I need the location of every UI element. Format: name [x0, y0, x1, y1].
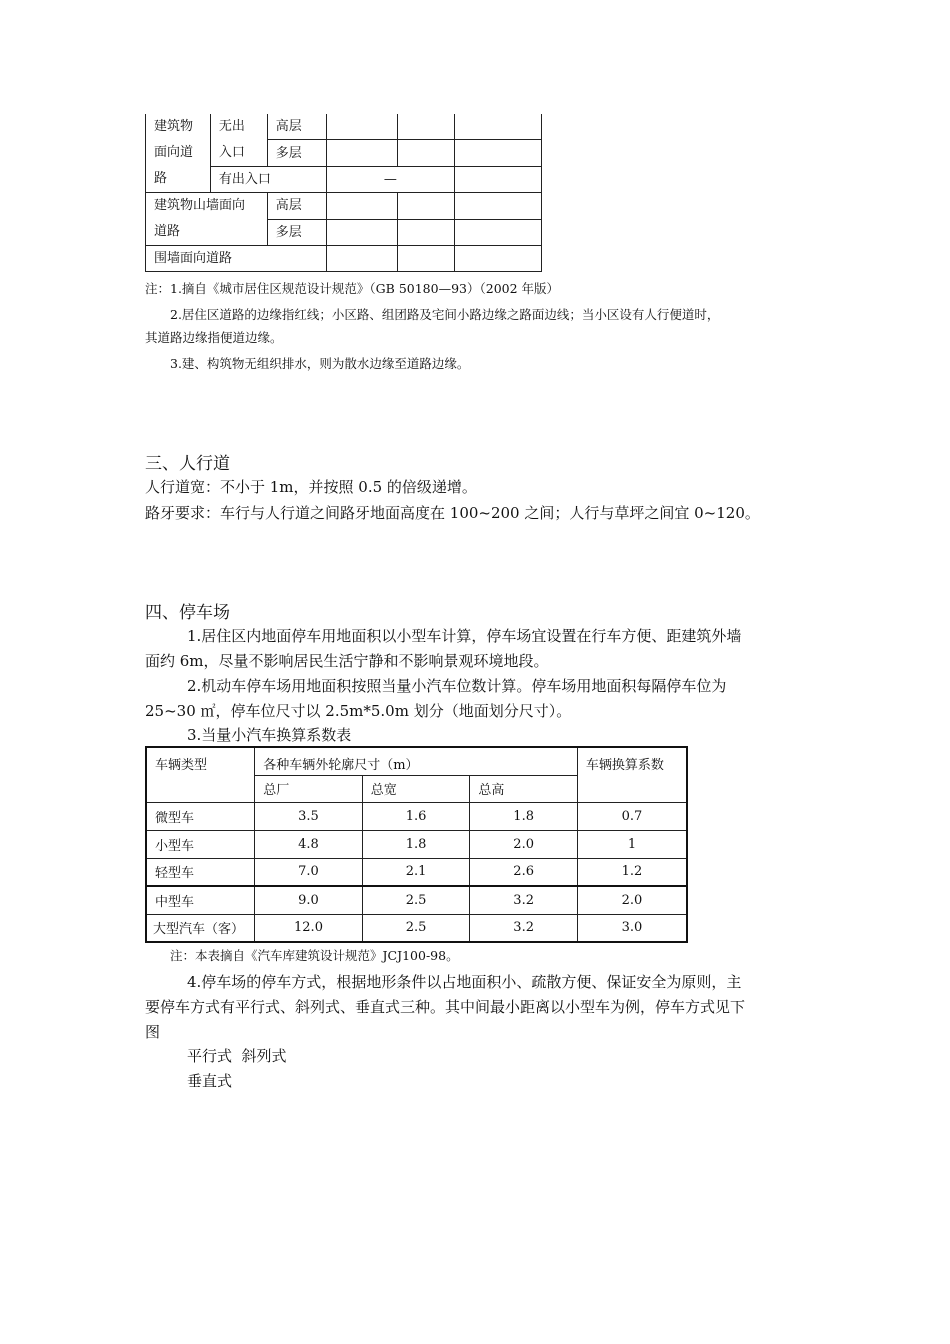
paragraph: 4.停车场的停车方式，根据地形条件以占地面积小、疏散方便、保证安全为原则，主	[187, 973, 742, 991]
cell-text: 无出	[218, 119, 245, 134]
cell-vehicle-type: 微型车	[146, 802, 255, 830]
cell-with-entry: 有出入口	[210, 167, 326, 193]
cell-wall-facing-road: 围墙面向道路	[146, 246, 327, 272]
cell-empty	[326, 246, 398, 272]
cell-empty	[455, 140, 542, 167]
cell-empty	[455, 246, 542, 272]
cell-empty	[398, 246, 455, 272]
cell-empty	[455, 167, 542, 193]
cell-coef: 1	[577, 830, 687, 858]
cell-text: 建筑物	[154, 119, 194, 134]
table-note: 其道路边缘指便道边缘。	[145, 330, 283, 345]
cell-coef: 1.2	[577, 858, 687, 886]
cell-height: 1.8	[470, 802, 578, 830]
cell-height: 3.2	[470, 886, 578, 914]
paragraph: 25~30 ㎡，停车位尺寸以 2.5m*5.0m 划分（地面划分尺寸）。	[145, 702, 572, 720]
cell-empty	[455, 114, 542, 140]
cell-length: 9.0	[255, 886, 363, 914]
header-vehicle-type: 车辆类型	[146, 747, 255, 802]
cell-empty	[326, 219, 398, 246]
paragraph: 要停车方式有平行式、斜列式、垂直式三种。其中间最小距离以小型车为例，停车方式见下	[145, 998, 746, 1016]
cell-vehicle-type: 小型车	[146, 830, 255, 858]
table-caption: 3.当量小汽车换算系数表	[187, 726, 352, 744]
header-height: 总高	[470, 775, 578, 802]
cell-width: 1.8	[362, 830, 470, 858]
cell-text: 道路	[154, 224, 181, 239]
header-dimensions: 各种车辆外轮廓尺寸（m）	[255, 747, 578, 775]
cell-width: 2.5	[362, 914, 470, 942]
cell-length: 4.8	[255, 830, 363, 858]
cell-width: 2.5	[362, 886, 470, 914]
cell-empty	[398, 114, 455, 140]
cell-multi: 多层	[267, 140, 326, 167]
table-note: 3.建、构筑物无组织排水，则为散水边缘至道路边缘。	[170, 356, 470, 371]
cell-empty	[326, 140, 398, 167]
cell-empty	[326, 193, 398, 220]
cell-vehicle-type: 轻型车	[146, 858, 255, 886]
cell-text: 面向道	[154, 145, 194, 160]
cell-empty	[455, 193, 542, 220]
parking-mode-label: 垂直式	[187, 1072, 233, 1090]
table-note: 注：1.摘自《城市居住区规范设计规范》（GB 50180—93）（2002 年版）	[145, 281, 560, 296]
table-note: 2.居住区道路的边缘指红线；小区路、组团路及宅间小路边缘之路面边线；当小区设有人行便道时，	[170, 307, 720, 322]
cell-empty	[455, 219, 542, 246]
cell-multi: 多层	[267, 219, 326, 246]
cell-length: 7.0	[255, 858, 363, 886]
cell-empty	[398, 140, 455, 167]
cell-text: 建筑物山墙面向	[154, 198, 246, 213]
cell-coef: 3.0	[577, 914, 687, 942]
cell-height: 2.0	[470, 830, 578, 858]
cell-height: 3.2	[470, 914, 578, 942]
cell-empty	[326, 114, 398, 140]
cell-vehicle-type: 中型车	[146, 886, 255, 914]
row-group-gable-facing-road	[146, 193, 268, 246]
section-heading: 四、停车场	[145, 603, 230, 623]
cell-empty	[398, 219, 455, 246]
paragraph: 路牙要求：车行与人行道之间路牙地面高度在 100~200 之间；人行与草坪之间宜 0~120。	[145, 504, 760, 522]
cell-vehicle-type: 大型汽车（客）	[146, 914, 255, 942]
cell-high: 高层	[267, 114, 326, 140]
cell-coef: 2.0	[577, 886, 687, 914]
cell-high: 高层	[267, 193, 326, 220]
paragraph: 面约 6m，尽量不影响居民生活宁静和不影响景观环境地段。	[145, 652, 549, 670]
paragraph: 2.机动车停车场用地面积按照当量小汽车位数计算。停车场用地面积每隔停车位为	[187, 677, 727, 695]
header-conversion-coef: 车辆换算系数	[577, 747, 687, 802]
cell-length: 12.0	[255, 914, 363, 942]
parking-mode-label: 平行式 斜列式	[187, 1047, 287, 1065]
setback-table	[145, 114, 542, 272]
cell-width: 2.1	[362, 858, 470, 886]
cell-coef: 0.7	[577, 802, 687, 830]
row-group-building-facing-road	[146, 114, 211, 193]
cell-width: 1.6	[362, 802, 470, 830]
header-length: 总厂	[255, 775, 363, 802]
section-heading: 三、人行道	[145, 454, 230, 474]
paragraph: 人行道宽：不小于 1m，并按照 0.5 的倍级递增。	[145, 478, 477, 496]
header-width: 总宽	[362, 775, 470, 802]
vehicle-conversion-table	[145, 746, 688, 943]
table-note: 注：本表摘自《汽车库建筑设计规范》JCJ100-98。	[170, 948, 459, 963]
cell-dash: —	[326, 167, 455, 193]
cell-height: 2.6	[470, 858, 578, 886]
cell-text: 入口	[218, 145, 245, 160]
cell-no-entry	[210, 114, 267, 167]
cell-length: 3.5	[255, 802, 363, 830]
cell-text: 路	[154, 171, 168, 186]
paragraph: 图	[145, 1023, 161, 1041]
cell-empty	[398, 193, 455, 220]
paragraph: 1.居住区内地面停车用地面积以小型车计算，停车场宜设置在行车方便、距建筑外墙	[187, 627, 742, 645]
